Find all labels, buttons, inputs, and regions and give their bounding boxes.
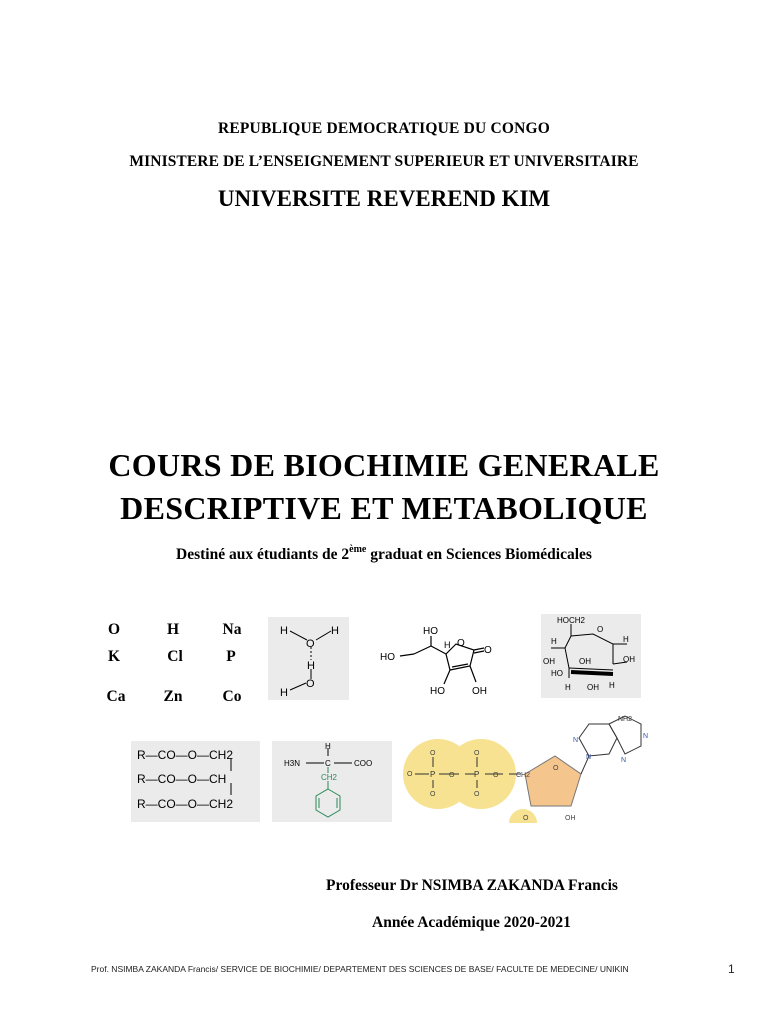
nuc-o-label: O: [474, 791, 480, 798]
triglyceride-row: R—CO—O—CH2: [137, 797, 234, 811]
ascorbic-acid-diagram: [378, 622, 510, 700]
ascorbic-oh-label: OH: [472, 686, 487, 697]
phe-h3n-label: H3N: [284, 759, 301, 768]
glucose-figure: [541, 614, 641, 698]
phe-c-label: C: [325, 759, 331, 768]
nuc-n-label: N: [586, 754, 592, 761]
glucose-diagram: [541, 614, 641, 698]
course-title-line-2: DESCRIPTIVE ET METABOLIQUE: [120, 490, 648, 526]
ascorbic-o-label: O: [484, 645, 492, 656]
water-molecule-diagram: [268, 617, 349, 700]
element-symbol: K: [107, 648, 121, 665]
phe-coo-label: COO: [354, 759, 373, 768]
ascorbic-o-label: O: [457, 638, 465, 649]
ascorbic-acid-figure: [378, 622, 510, 700]
nuc-n-label: N: [643, 733, 649, 740]
subtitle-after: graduat en Sciences Biomédicales: [366, 546, 592, 564]
nucleotide-diagram: [403, 712, 649, 823]
triglyceride-diagram: [131, 741, 260, 822]
ascorbic-ho-label: HO: [380, 652, 395, 663]
triglyceride-row: R—CO—O—CH2: [137, 748, 234, 762]
water-h-label: H: [280, 687, 288, 699]
phenylalanine-diagram: [272, 741, 392, 822]
glucose-hoch2-label: HOCH2: [557, 616, 586, 625]
ascorbic-ho-label: HO: [430, 686, 445, 697]
glucose-oh-label: OH: [579, 657, 591, 666]
nuc-o-label: O: [407, 771, 413, 778]
subtitle-superscript: ème: [349, 544, 367, 555]
nuc-o-label: O: [493, 772, 499, 779]
phenylalanine-figure: [272, 741, 392, 822]
glucose-oh-label: OH: [623, 655, 635, 664]
ministry-heading: MINISTERE DE L’ENSEIGNEMENT SUPERIEUR ET UNIVERSITAIRE: [129, 153, 639, 170]
author-name: Professeur Dr NSIMBA ZAKANDA Francis: [326, 877, 618, 894]
nuc-n-label: N: [621, 757, 627, 764]
nuc-o-label: O: [523, 815, 529, 822]
nuc-p-label: P: [430, 770, 436, 779]
element-symbol: O: [107, 621, 121, 638]
glucose-oh-label: OH: [543, 657, 555, 666]
element-symbol: Ca: [106, 688, 126, 705]
nuc-ch2-label: CH2: [516, 772, 531, 779]
water-h-label: H: [280, 625, 288, 637]
glucose-oh-label: OH: [587, 683, 599, 692]
course-subtitle: [0, 545, 768, 564]
glucose-o-label: O: [597, 625, 604, 634]
nuc-o-label: O: [553, 765, 559, 772]
glucose-h-label: H: [609, 681, 615, 690]
nucleotide-figure: [403, 712, 649, 823]
course-title-line-1: COURS DE BIOCHIMIE GENERALE: [108, 447, 660, 483]
phe-h-label: H: [325, 742, 331, 751]
nuc-oh-label: OH: [565, 815, 576, 822]
water-h-label: H: [331, 625, 339, 637]
water-molecule-figure: [268, 617, 349, 700]
page-number: 1: [728, 962, 735, 976]
nuc-p-label: P: [474, 770, 480, 779]
nuc-o-label: O: [449, 772, 455, 779]
element-symbol: Na: [222, 621, 242, 638]
glucose-ho-label: HO: [551, 669, 563, 678]
university-heading: UNIVERSITE REVEREND KIM: [217, 186, 551, 211]
element-symbol: P: [226, 648, 236, 665]
phe-ch2-label: CH2: [321, 773, 338, 782]
nuc-nh2-label: NH2: [618, 716, 633, 723]
triglyceride-figure: [131, 741, 260, 822]
water-o-label: O: [306, 638, 315, 650]
element-symbol: Cl: [167, 648, 183, 665]
glucose-h-label: H: [565, 683, 571, 692]
element-symbol: Zn: [163, 688, 183, 705]
republic-heading: REPUBLIQUE DEMOCRATIQUE DU CONGO: [217, 120, 551, 137]
nuc-o-label: O: [430, 750, 436, 757]
element-symbol: Co: [222, 688, 242, 705]
ascorbic-ho-label: HO: [423, 626, 438, 637]
ascorbic-h-label: H: [444, 640, 451, 650]
subtitle-before: Destiné aux étudiants de 2: [176, 546, 350, 564]
nuc-o-label: O: [430, 791, 436, 798]
glucose-h-label: H: [551, 637, 557, 646]
water-h-label: H: [307, 660, 315, 672]
academic-year: Année Académique 2020-2021: [372, 914, 571, 931]
triglyceride-row: R—CO—O—CH: [137, 772, 227, 786]
nuc-o-label: O: [474, 750, 480, 757]
page-footer: Prof. NSIMBA ZAKANDA Francis/ SERVICE DE BIOCHIMIE/ DEPARTEMENT DES SCIENCES DE BASE/ FACULTE DE MEDECINE/ UNIKIN: [91, 964, 629, 974]
water-o-label: O: [306, 678, 315, 690]
nuc-n-label: N: [573, 737, 579, 744]
glucose-h-label: H: [623, 635, 629, 644]
element-symbol: H: [166, 621, 180, 638]
